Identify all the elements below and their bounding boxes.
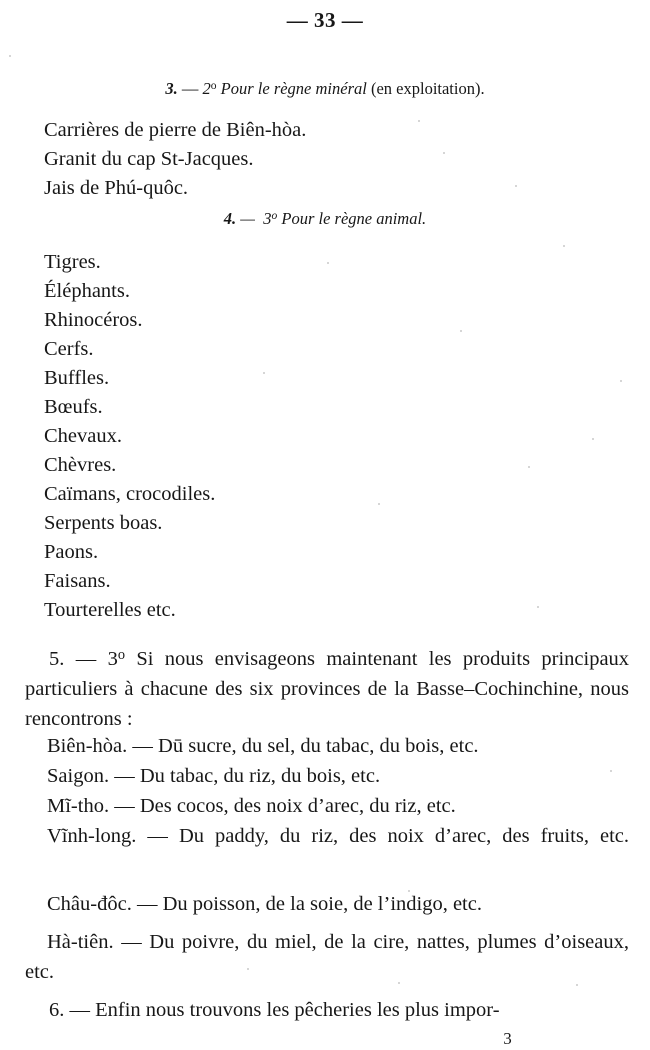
province-products: Dū sucre, du sel, du tabac, du bois, etc. — [158, 735, 479, 757]
paragraph-5-ordinal: 3 — [107, 648, 118, 671]
scan-speck — [443, 152, 445, 154]
province-entry — [25, 731, 629, 761]
province-dash: — — [136, 893, 158, 915]
paragraph-6-dash: — — [69, 999, 90, 1021]
list-item: Cerfs. — [44, 338, 94, 360]
province-name: Biên-hòa. — [47, 735, 128, 757]
province-name: Saigon. — [47, 765, 110, 787]
list-item: Faisans. — [44, 570, 111, 592]
section-3-ordinal-sup: o — [210, 80, 217, 93]
scan-speck — [327, 262, 329, 264]
province-dash: — — [114, 765, 135, 787]
province-name: Hà-tiên. — [47, 931, 114, 953]
province-products: Du paddy, du riz, des noix d’arec, des fruits, etc. — [178, 825, 630, 847]
paragraph-5-ordinal-sup: o — [117, 647, 125, 663]
list-item: Bœufs. — [44, 396, 103, 418]
section-4-ordinal-sup: o — [271, 210, 278, 223]
scan-speck — [592, 438, 594, 440]
province-name: Châu-đôc. — [47, 893, 132, 915]
province-products: Des cocos, des noix d’arec, du riz, etc. — [139, 795, 456, 817]
province-products: Du poivre, du miel, de la cire, nattes, plumes d’oiseaux, etc. — [25, 931, 629, 983]
list-item: Caïmans, crocodiles. — [44, 483, 216, 505]
paragraph-6 — [25, 995, 629, 1025]
section-heading-4 — [0, 209, 650, 229]
paragraph-5-text: Si nous envisageons maintenant les produits principaux particuliers à chacune des six provinces de la Basse–Cochinchine, nous rencontrons : — [25, 648, 630, 731]
scan-speck — [378, 503, 380, 505]
province-dash: — — [147, 825, 168, 847]
scan-speck — [620, 380, 622, 382]
list-item: Granit du cap St-Jacques. — [44, 148, 254, 170]
mineral-products-list — [44, 116, 306, 203]
province-entry — [25, 791, 629, 821]
section-4-italic-title: Pour le règne animal. — [281, 209, 427, 228]
list-item: Tourterelles etc. — [44, 599, 176, 621]
section-3-roman-suffix: (en exploitation). — [370, 79, 485, 98]
paragraph-6-text: Enfin nous trouvons les pêcheries les plus impor- — [95, 999, 500, 1021]
province-name: Vĩnh-long. — [47, 825, 137, 847]
list-item: Chevaux. — [44, 425, 122, 447]
province-dash: — — [132, 735, 153, 757]
animal-products-list — [44, 248, 215, 625]
running-head-folio: — 33 — — [286, 8, 364, 32]
list-item: Serpents boas. — [44, 512, 163, 534]
list-item: Paons. — [44, 541, 99, 563]
list-item: Rhinocéros. — [44, 309, 143, 331]
province-entry — [25, 821, 629, 881]
province-dash: — — [121, 931, 142, 953]
province-products: Du tabac, du riz, du bois, etc. — [139, 765, 381, 787]
scan-speck — [460, 330, 462, 332]
scan-speck — [418, 120, 420, 122]
scan-speck — [528, 466, 530, 468]
paragraph-5 — [25, 640, 629, 734]
section-4-number: 4. — [223, 209, 237, 228]
province-products: Du poisson, de la soie, de l’indigo, etc. — [162, 893, 482, 915]
scan-speck — [263, 372, 265, 374]
province-entry — [25, 761, 629, 791]
scan-speck — [563, 245, 565, 247]
list-item: Éléphants. — [44, 280, 130, 302]
section-4-ordinal: 3 — [263, 209, 272, 228]
province-products-list — [25, 731, 629, 1017]
signature-mark: 3 — [503, 1029, 512, 1048]
scan-speck — [515, 185, 517, 187]
province-dash: — — [114, 795, 135, 817]
section-3-dash: — — [181, 79, 199, 98]
section-3-italic-title: Pour le règne minéral — [220, 79, 367, 98]
province-entry — [25, 889, 629, 919]
section-4-dash: — — [240, 209, 255, 228]
paragraph-5-number: 5. — [49, 648, 65, 671]
scan-speck — [9, 55, 11, 57]
section-3-number: 3. — [165, 79, 178, 98]
section-heading-3 — [0, 79, 650, 99]
paragraph-5-dash: — — [75, 648, 97, 671]
province-name: Mĩ-tho. — [47, 795, 110, 817]
list-item: Tigres. — [44, 251, 101, 273]
paragraph-6-number: 6. — [49, 999, 65, 1021]
list-item: Carrières de pierre de Biên-hòa. — [44, 119, 307, 141]
scan-speck — [537, 606, 539, 608]
section-3-ordinal: 2 — [202, 79, 211, 98]
list-item: Jais de Phú-quôc. — [44, 177, 189, 199]
list-item: Buffles. — [44, 367, 110, 389]
list-item: Chèvres. — [44, 454, 117, 476]
